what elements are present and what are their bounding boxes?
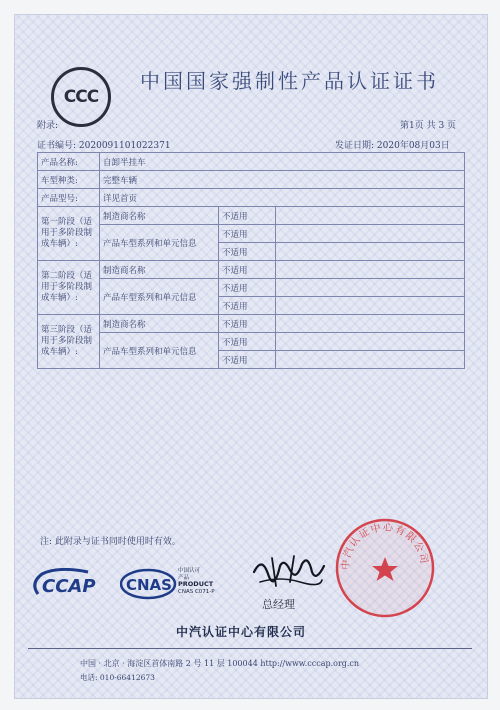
- company-phone: 电话: 010-66412673: [80, 673, 155, 682]
- cnas-product-cn: 产品: [178, 574, 190, 581]
- vehicle-type-label: 车型种类:: [38, 171, 100, 189]
- ccap-logo-text: CCAP: [42, 576, 96, 597]
- table-cell-empty: [276, 207, 465, 225]
- stage-1-series-label: 产品车型系列和单元信息: [100, 225, 219, 261]
- table-cell-empty: [276, 297, 465, 315]
- table-row: [38, 171, 465, 189]
- stage-1-series-value-1: 不适用: [219, 225, 276, 243]
- company-name: 中汽认证中心有限公司: [176, 625, 307, 639]
- vehicle-type-value: 完整车辆: [100, 171, 465, 189]
- product-name-label: 产品名称:: [38, 153, 100, 171]
- stage-2-manufacturer-value: 不适用: [219, 261, 276, 279]
- stage-1-manufacturer-label: 制造商名称: [100, 207, 219, 225]
- page-info: 第1页 共 3 页: [400, 121, 457, 131]
- seal-text: 中汽认证中心有限公司: [340, 522, 430, 571]
- stage-3-series-label: 产品车型系列和单元信息: [100, 333, 219, 369]
- table-row: [38, 261, 465, 279]
- stage-2-series-value-1: 不适用: [219, 279, 276, 297]
- table-row: [38, 225, 465, 243]
- table-row: [38, 279, 465, 297]
- handwritten-signature: [250, 552, 328, 592]
- certificate-title: 中国国家强制性产品认证证书: [140, 69, 439, 93]
- stage-1-label: 第一阶段（适用于多阶段制成车辆）:: [38, 207, 100, 261]
- stage-1-series-value-2: 不适用: [219, 243, 276, 261]
- attachment-label: 附录:: [37, 121, 59, 131]
- cnas-cn: 中国认可: [178, 568, 201, 574]
- issue-date-value: 2020年08月03日: [376, 141, 450, 151]
- table-row: [38, 207, 465, 225]
- cert-no-label: 证书编号:: [37, 141, 77, 151]
- ccc-logo-icon: [51, 67, 111, 127]
- table-row: [38, 333, 465, 351]
- stage-2-manufacturer-label: 制造商名称: [100, 261, 219, 279]
- cnas-product-en: PRODUCT: [178, 580, 214, 588]
- table-cell-empty: [276, 279, 465, 297]
- stage-3-series-value-1: 不适用: [219, 333, 276, 351]
- cnas-accreditation-text: [178, 568, 215, 595]
- product-name-value: 自卸半挂车: [100, 153, 465, 171]
- stage-3-manufacturer-value: 不适用: [219, 315, 276, 333]
- stage-3-label: 第三阶段（适用于多阶段制成车辆）:: [38, 315, 100, 369]
- cnas-logo-text: CNAS: [126, 576, 172, 594]
- product-model-value: 详见首页: [100, 189, 465, 207]
- company-seal-stamp: [334, 517, 436, 619]
- product-info-table: [37, 152, 465, 369]
- table-cell-empty: [276, 261, 465, 279]
- issue-date-label: 发证日期:: [335, 141, 375, 151]
- product-model-label: 产品型号:: [38, 189, 100, 207]
- stage-2-series-value-2: 不适用: [219, 297, 276, 315]
- ccap-logo-icon: [28, 568, 120, 598]
- table-cell-empty: [276, 315, 465, 333]
- stage-1-manufacturer-value: 不适用: [219, 207, 276, 225]
- stage-3-series-value-2: 不适用: [219, 351, 276, 369]
- issue-date-row: [335, 138, 450, 151]
- general-manager-label: 总经理: [262, 598, 295, 611]
- table-row: [38, 189, 465, 207]
- cnas-code: CNAS C071-P: [178, 588, 215, 595]
- table-cell-empty: [276, 225, 465, 243]
- validity-note: 注: 此附录与证书同时使用时有效。: [40, 537, 181, 547]
- cert-no-value: 2020091101022371: [78, 141, 171, 151]
- ccc-logo-text: CCC: [63, 87, 99, 107]
- company-address: 中国 · 北京 · 海淀区首体南路 2 号 11 层 100044 http://www.cccap.org.cn: [80, 659, 360, 668]
- table-cell-empty: [276, 333, 465, 351]
- cnas-logo-icon: [120, 568, 232, 602]
- table-row: [38, 153, 465, 171]
- table-cell-empty: [276, 351, 465, 369]
- stage-3-manufacturer-label: 制造商名称: [100, 315, 219, 333]
- table-row: [38, 315, 465, 333]
- table-cell-empty: [276, 243, 465, 261]
- stage-2-label: 第二阶段（适用于多阶段制成车辆）:: [38, 261, 100, 315]
- cert-no-row: [37, 138, 171, 151]
- stage-2-series-label: 产品车型系列和单元信息: [100, 279, 219, 315]
- footer-divider: [28, 648, 472, 649]
